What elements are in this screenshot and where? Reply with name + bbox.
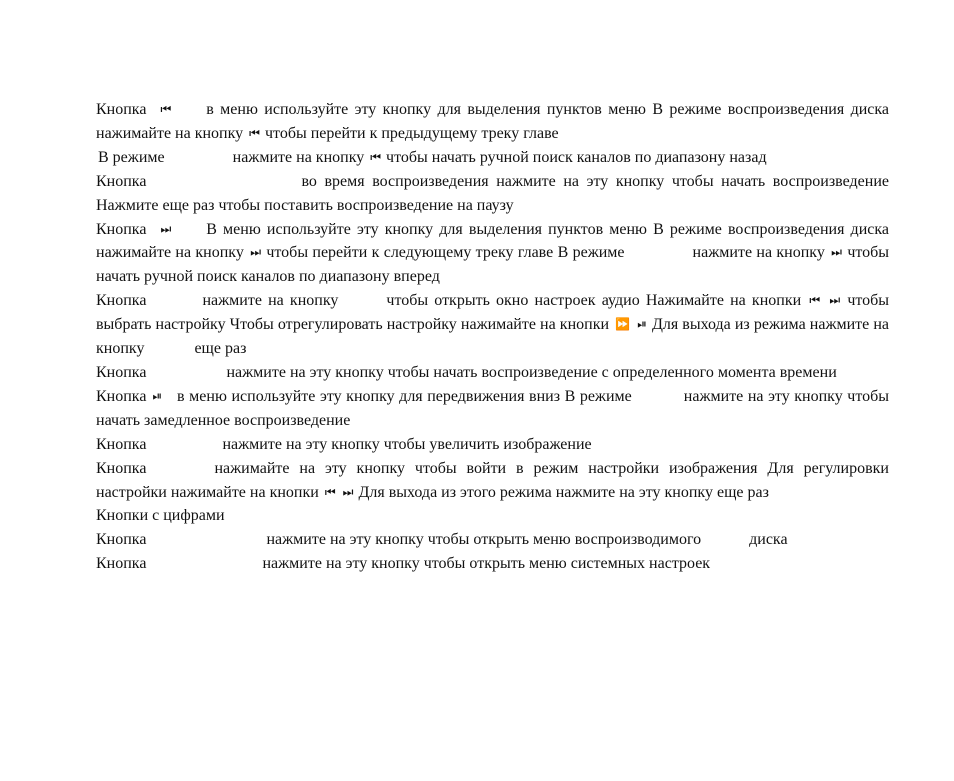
text: чтобы начать ручной поиск каналов по диапазону назад (386, 148, 767, 166)
paragraph-next-button (96, 218, 889, 290)
text: Кнопка (96, 435, 147, 453)
text: чтобы перейти к предыдущему треку главе (264, 124, 559, 142)
text: Кнопка (96, 292, 147, 310)
text: Кнопка (96, 220, 147, 238)
paragraph-audio-button (96, 289, 889, 361)
next-track-icon: ⏭ (342, 484, 353, 499)
previous-track-icon: ⏮ (809, 293, 820, 308)
text: в меню используйте эту кнопку для передвижения вниз В режиме (177, 387, 632, 405)
text: Кнопка (96, 555, 147, 573)
text: нажмите на кнопку (692, 244, 825, 262)
paragraph-slow-button (96, 385, 889, 433)
paragraph-prev-button (96, 98, 889, 146)
text: нажимайте на эту кнопку чтобы войти в режим настройки изображения Для регулировки настройки нажимайте на кнопки (96, 459, 889, 501)
next-track-icon: ⏭ (160, 221, 171, 236)
text: чтобы перейти к следующему треку главе В режиме (266, 244, 625, 262)
text: Кнопки с цифрами (96, 507, 225, 525)
slow-play-icon: ⏯ (637, 317, 646, 332)
text: нажмите на эту кнопку чтобы начать воспроизведение с определенного момента времени (226, 363, 837, 381)
text: нажмите на эту кнопку чтобы начать замедленное воспроизведение (96, 387, 890, 429)
text: чтобы начать ручной поиск каналов по диапазону вперед (96, 244, 890, 286)
text: В режиме (98, 148, 165, 166)
text: диска (749, 531, 788, 549)
paragraph-number-buttons (96, 504, 889, 528)
slow-play-icon: ⏯ (152, 388, 162, 403)
text: в меню используйте эту кнопку для выделения пунктов меню В режиме воспроизведения диска нажимайте на кнопку (96, 101, 889, 142)
next-track-icon: ⏭ (250, 245, 260, 260)
text: нажмите на эту кнопку чтобы открыть меню воспроизводимого (266, 531, 702, 549)
next-track-icon: ⏭ (831, 245, 841, 260)
fast-forward-icon: ⏩ (615, 317, 630, 332)
previous-track-icon: ⏮ (160, 102, 171, 116)
paragraph-setup-button (96, 552, 889, 576)
text: нажмите на эту кнопку чтобы открыть меню системных настроек (262, 555, 711, 573)
previous-track-icon: ⏮ (324, 484, 335, 499)
paragraph-radio-scan-back (96, 146, 889, 170)
text: нажмите на кнопку (232, 148, 365, 166)
paragraph-picture-button (96, 457, 889, 505)
text: В меню используйте эту кнопку для выделения пунктов меню В режиме воспроизведения диска нажимайте на кнопку (96, 220, 889, 262)
document-page (96, 98, 889, 576)
paragraph-disc-menu-button (96, 528, 889, 552)
text: во время воспроизведения нажмите на эту кнопку чтобы начать воспроизведение Нажмите еще раз чтобы поставить воспроизведение на паузу (96, 172, 889, 214)
text: Кнопка (96, 172, 147, 190)
paragraph-goto-button (96, 361, 889, 385)
text: Кнопка (96, 101, 147, 118)
text: Кнопка (96, 363, 147, 381)
paragraph-zoom-button (96, 433, 889, 457)
text: Кнопка (96, 459, 147, 477)
text: Для выхода из режима нажмите на кнопку (96, 316, 890, 358)
text: чтобы выбрать настройку Чтобы отрегулировать настройку нажимайте на кнопки (96, 292, 890, 334)
text: еще раз (194, 340, 247, 358)
text: нажмите на эту кнопку чтобы увеличить изображение (222, 435, 592, 453)
text: нажмите на кнопку (202, 292, 339, 310)
text: Кнопка (96, 531, 147, 549)
text: чтобы открыть окно настроек аудио Нажимайте на кнопки (386, 292, 802, 310)
next-track-icon: ⏭ (829, 293, 840, 308)
previous-track-icon: ⏮ (370, 149, 381, 164)
previous-track-icon: ⏮ (249, 125, 259, 140)
paragraph-play-button (96, 170, 889, 218)
text: Кнопка (96, 387, 147, 405)
text: Для выхода из этого режима нажмите на эту кнопку еще раз (358, 483, 769, 501)
